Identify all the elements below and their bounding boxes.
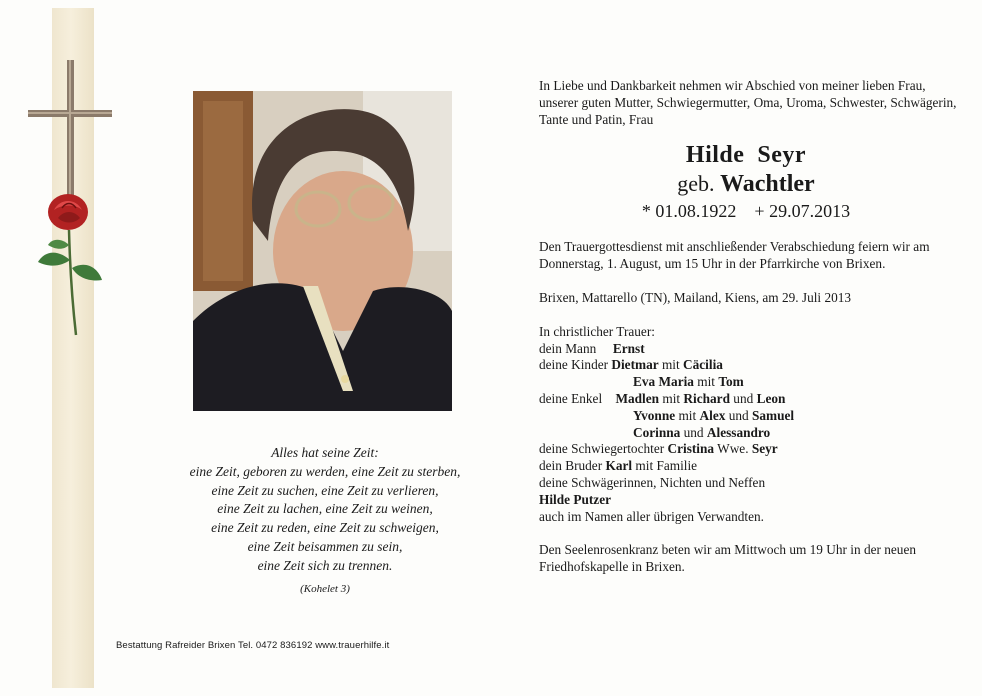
list-item: Eva Maria mit Tom <box>633 374 744 390</box>
list-item: Yvonne mit Alex und Samuel <box>633 407 795 423</box>
name-block <box>591 140 901 223</box>
poem <box>160 444 490 598</box>
poem-line: eine Zeit zu lachen, eine Zeit zu weinen, <box>217 501 433 517</box>
intro-text: In Liebe und Dankbarkeit nehmen wir Abschied von meiner lieben Frau, unserer guten Mutter, Schwiegermutter, Oma, Uroma, Schwester, Schwägerin, Tante und Patin, Frau <box>539 78 957 127</box>
funeral-home-footer: Bestattung Rafreider Brixen Tel. 0472 836192 www.trauerhilfe.it <box>116 640 390 651</box>
list-item: deine Enkel Madlen mit Richard und Leon <box>539 390 786 406</box>
place-date: Brixen, Mattarello (TN), Mailand, Kiens, am 29. Juli 2013 <box>539 289 852 305</box>
list-item: deine Kinder Dietmar mit Cäcilia <box>539 357 723 373</box>
poem-source: (Kohelet 3) <box>300 582 350 595</box>
list-item: dein Mann Ernst <box>539 340 645 356</box>
poem-line: eine Zeit beisammen zu sein, <box>247 538 403 554</box>
poem-line: eine Zeit zu reden, eine Zeit zu schweigen, <box>211 520 439 536</box>
rose-icon <box>36 190 106 340</box>
list-item: deine Schwiegertochter Cristina Wwe. Seyr <box>539 441 778 457</box>
list-item: dein Bruder Karl mit Familie <box>539 458 698 474</box>
list-item: auch im Namen aller übrigen Verwandten. <box>539 508 764 524</box>
birth-date: * 01.08.1922 <box>641 201 737 222</box>
cross-icon <box>28 60 112 200</box>
poem-line: eine Zeit, geboren zu werden, eine Zeit zu sterben, <box>189 463 461 479</box>
death-date: + 29.07.2013 <box>754 201 851 222</box>
life-dates <box>591 199 901 223</box>
rosary-text: Den Seelenrosenkranz beten wir am Mittwoch um 19 Uhr in der neuen Friedhofskapelle in Brixen. <box>539 542 917 575</box>
list-item: Hilde Putzer <box>539 491 612 507</box>
poem-line: Alles hat seine Zeit: <box>271 445 379 460</box>
mourners-heading: In christlicher Trauer: <box>539 323 655 339</box>
poem-line: eine Zeit zu suchen, eine Zeit zu verlieren, <box>211 482 439 498</box>
deceased-name: Hilde Seyr <box>685 142 807 169</box>
poem-line: eine Zeit sich zu trennen. <box>257 557 393 573</box>
announcement-text <box>539 78 959 576</box>
list-item: Corinna und Alessandro <box>633 424 771 440</box>
portrait-photo <box>193 91 452 411</box>
mourners-list <box>539 324 959 526</box>
list-item: deine Schwägerinnen, Nichten und Neffen <box>539 474 766 490</box>
service-text: Den Trauergottesdienst mit anschließender Verabschiedung feiern wir am Donnerstag, 1. August, um 15 Uhr in der Pfarrkirche von Brixen. <box>539 239 930 272</box>
maiden-name: geb. Wachtler <box>677 171 815 198</box>
